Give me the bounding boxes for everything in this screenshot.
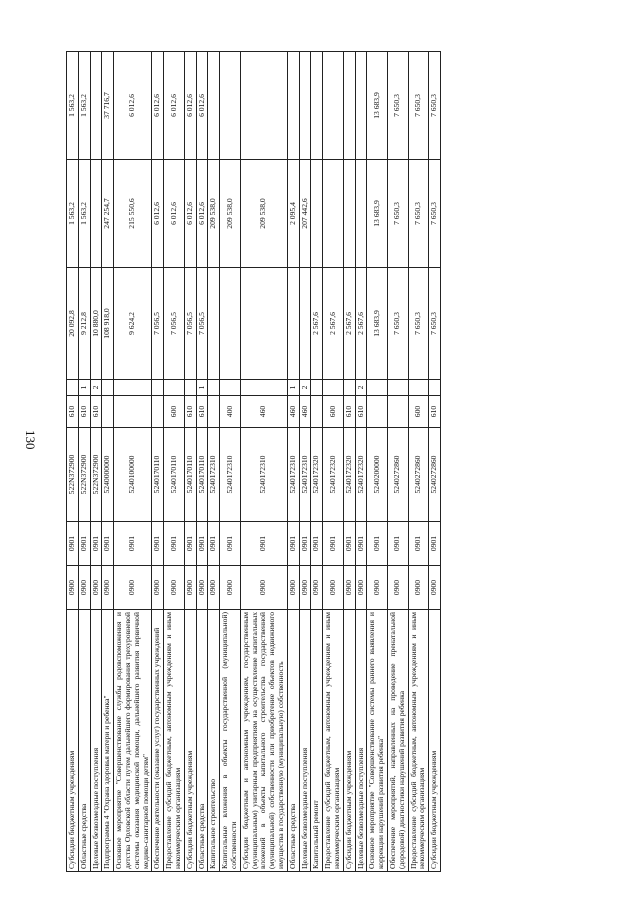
amount-year-1-cell: 7 650,3 [387, 268, 408, 380]
table-row [196, 52, 208, 872]
table-row [78, 52, 90, 872]
amount-year-1-cell: 7 056,5 [184, 268, 196, 380]
row-name-cell: Субсидии бюджетным учреждениям [343, 610, 355, 872]
amount-year-2-cell: 2 095,4 [287, 160, 299, 268]
target-item-code-cell: 5240172310 [208, 428, 220, 522]
table-row [102, 52, 114, 872]
target-item-code-cell: 5240172320 [323, 428, 344, 522]
expense-type-code-cell: 610 [343, 396, 355, 428]
funding-source-code-cell [311, 380, 323, 396]
amount-year-1-cell: 2 567,6 [343, 268, 355, 380]
table-row [299, 52, 311, 872]
table-row [429, 52, 441, 872]
ministry-code-cell: 0900 [220, 566, 241, 610]
table-row [323, 52, 344, 872]
target-item-code-cell: 5240000000 [102, 428, 114, 522]
section-code-cell: 0901 [114, 522, 152, 566]
amount-year-2-cell [355, 160, 367, 268]
section-code-cell: 0901 [78, 522, 90, 566]
ministry-code-cell: 0900 [114, 566, 152, 610]
amount-year-2-cell: 6 012,6 [152, 160, 164, 268]
table-row [208, 52, 220, 872]
table-row [152, 52, 164, 872]
section-code-cell: 0901 [102, 522, 114, 566]
funding-source-code-cell: 1 [287, 380, 299, 396]
funding-source-code-cell: 2 [355, 380, 367, 396]
amount-year-1-cell: 2 567,6 [323, 268, 344, 380]
amount-year-1-cell [287, 268, 299, 380]
expense-type-code-cell: 610 [196, 396, 208, 428]
row-name-cell: Областные средства [287, 610, 299, 872]
amount-year-2-cell [311, 160, 323, 268]
target-item-code-cell: 5240172310 [299, 428, 311, 522]
row-name-cell: Предоставление субсидий бюджетным, автономным учреждениям и иным некоммерческим организациям [323, 610, 344, 872]
section-code-cell: 0901 [67, 522, 79, 566]
section-code-cell: 0901 [343, 522, 355, 566]
amount-year-3-cell: 6 012,6 [184, 52, 196, 160]
amount-year-3-cell: 1 563,2 [78, 52, 90, 160]
row-name-cell: Капитальный ремонт [311, 610, 323, 872]
target-item-code-cell: 522N372900 [78, 428, 90, 522]
expense-type-code-cell: 610 [355, 396, 367, 428]
section-code-cell: 0901 [355, 522, 367, 566]
section-code-cell: 0901 [323, 522, 344, 566]
amount-year-3-cell [299, 52, 311, 160]
row-name-cell: Целевые безвозмездные поступления [355, 610, 367, 872]
amount-year-3-cell [323, 52, 344, 160]
funding-source-code-cell [367, 380, 388, 396]
target-item-code-cell: 5240170110 [184, 428, 196, 522]
row-name-cell: Субсидии бюджетным учреждениям [67, 610, 79, 872]
table-row [355, 52, 367, 872]
amount-year-3-cell: 1 563,2 [67, 52, 79, 160]
expense-type-code-cell [387, 396, 408, 428]
amount-year-2-cell: 6 012,6 [196, 160, 208, 268]
row-name-cell: Целевые безвозмездные поступления [90, 610, 102, 872]
rotated-budget-table-container [66, 52, 602, 872]
expense-type-code-cell [114, 396, 152, 428]
expense-type-code-cell [102, 396, 114, 428]
ministry-code-cell: 0900 [323, 566, 344, 610]
amount-year-1-cell: 9 212,8 [78, 268, 90, 380]
funding-source-code-cell [102, 380, 114, 396]
ministry-code-cell: 0900 [287, 566, 299, 610]
funding-source-code-cell [208, 380, 220, 396]
amount-year-1-cell: 20 092,8 [67, 268, 79, 380]
page-number: 130 [23, 430, 38, 450]
target-item-code-cell: 5240172310 [287, 428, 299, 522]
amount-year-3-cell: 6 012,6 [196, 52, 208, 160]
amount-year-2-cell: 7 650,3 [408, 160, 429, 268]
amount-year-3-cell: 7 650,3 [408, 52, 429, 160]
row-name-cell: Субсидии бюджетным и автономным учреждениям, государственным (муниципальным) унитарным предприятиям на осуществление капитальных вложений в объекты капитального строительства государственной (муниципальной) собственности или приобретение объектов недвижимого имущества в государственную (муниципальную) собственность [240, 610, 287, 872]
row-name-cell: Подпрограмма 4 "Охрана здоровья матери и ребенка" [102, 610, 114, 872]
ministry-code-cell: 0900 [102, 566, 114, 610]
target-item-code-cell: 5240172320 [343, 428, 355, 522]
row-name-cell: Обеспечение деятельности (оказание услуг) государственных учреждений [152, 610, 164, 872]
expense-type-code-cell: 460 [287, 396, 299, 428]
ministry-code-cell: 0900 [184, 566, 196, 610]
amount-year-1-cell: 2 567,6 [311, 268, 323, 380]
table-row [311, 52, 323, 872]
expense-type-code-cell [152, 396, 164, 428]
section-code-cell: 0901 [287, 522, 299, 566]
target-item-code-cell: 522N372900 [90, 428, 102, 522]
ministry-code-cell: 0900 [367, 566, 388, 610]
amount-year-3-cell: 13 683,9 [367, 52, 388, 160]
table-row [240, 52, 287, 872]
funding-source-code-cell [387, 380, 408, 396]
expense-type-code-cell: 400 [220, 396, 241, 428]
expense-type-code-cell: 600 [323, 396, 344, 428]
table-row [287, 52, 299, 872]
amount-year-3-cell [287, 52, 299, 160]
amount-year-1-cell [220, 268, 241, 380]
amount-year-1-cell [240, 268, 287, 380]
amount-year-3-cell [220, 52, 241, 160]
section-code-cell: 0901 [311, 522, 323, 566]
amount-year-2-cell: 209 538,0 [208, 160, 220, 268]
row-name-cell: Областные средства [78, 610, 90, 872]
amount-year-2-cell: 247 254,7 [102, 160, 114, 268]
table-row [387, 52, 408, 872]
table-row [164, 52, 185, 872]
amount-year-2-cell: 6 012,6 [184, 160, 196, 268]
amount-year-1-cell: 2 567,6 [355, 268, 367, 380]
ministry-code-cell: 0900 [152, 566, 164, 610]
table-row [184, 52, 196, 872]
row-name-cell: Капитальные вложения в объекты государственной (муниципальной) собственности [220, 610, 241, 872]
row-name-cell: Целевые безвозмездные поступления [299, 610, 311, 872]
row-name-cell: Основное мероприятие "Совершенствование службы родовспоможения и детства Орловской области путем дальнейшего формирования трехуровневой системы оказания медицинской помощи, дальнейшего развития первичной медико-санитарной помощи детям" [114, 610, 152, 872]
expense-type-code-cell [367, 396, 388, 428]
target-item-code-cell: 5240170110 [196, 428, 208, 522]
target-item-code-cell: 5240200000 [367, 428, 388, 522]
funding-source-code-cell [323, 380, 344, 396]
funding-source-code-cell [220, 380, 241, 396]
amount-year-2-cell: 7 650,3 [429, 160, 441, 268]
amount-year-3-cell [240, 52, 287, 160]
table-row [220, 52, 241, 872]
funding-source-code-cell [240, 380, 287, 396]
target-item-code-cell: 5240100000 [114, 428, 152, 522]
amount-year-3-cell [90, 52, 102, 160]
expense-type-code-cell: 600 [164, 396, 185, 428]
target-item-code-cell: 5240172320 [355, 428, 367, 522]
row-name-cell: Предоставление субсидий бюджетным, автономным учреждениям и иным некоммерческим организациям [408, 610, 429, 872]
table-row [408, 52, 429, 872]
amount-year-2-cell: 1 563,2 [78, 160, 90, 268]
funding-source-code-cell [152, 380, 164, 396]
expense-type-code-cell: 600 [408, 396, 429, 428]
amount-year-3-cell: 7 650,3 [387, 52, 408, 160]
amount-year-3-cell [311, 52, 323, 160]
ministry-code-cell: 0900 [429, 566, 441, 610]
target-item-code-cell: 5240272860 [408, 428, 429, 522]
amount-year-3-cell: 7 650,3 [429, 52, 441, 160]
ministry-code-cell: 0900 [299, 566, 311, 610]
funding-source-code-cell [343, 380, 355, 396]
funding-source-code-cell [67, 380, 79, 396]
row-name-cell: Капитальное строительство [208, 610, 220, 872]
expense-type-code-cell: 610 [78, 396, 90, 428]
funding-source-code-cell: 2 [299, 380, 311, 396]
ministry-code-cell: 0900 [67, 566, 79, 610]
amount-year-3-cell [355, 52, 367, 160]
table-row [90, 52, 102, 872]
ministry-code-cell: 0900 [387, 566, 408, 610]
amount-year-2-cell [323, 160, 344, 268]
amount-year-1-cell: 7 056,5 [196, 268, 208, 380]
expense-type-code-cell: 460 [240, 396, 287, 428]
target-item-code-cell: 522N372900 [67, 428, 79, 522]
expense-type-code-cell [311, 396, 323, 428]
amount-year-3-cell: 6 012,6 [164, 52, 185, 160]
amount-year-1-cell: 7 056,5 [152, 268, 164, 380]
ministry-code-cell: 0900 [90, 566, 102, 610]
funding-source-code-cell: 2 [90, 380, 102, 396]
expense-type-code-cell: 460 [299, 396, 311, 428]
table-row [367, 52, 388, 872]
section-code-cell: 0901 [387, 522, 408, 566]
section-code-cell: 0901 [164, 522, 185, 566]
section-code-cell: 0901 [196, 522, 208, 566]
row-name-cell: Основное мероприятие "Совершенствование системы раннего выявления и коррекции нарушений развития ребенка" [367, 610, 388, 872]
section-code-cell: 0901 [429, 522, 441, 566]
target-item-code-cell: 5240170110 [164, 428, 185, 522]
ministry-code-cell: 0900 [311, 566, 323, 610]
amount-year-2-cell: 7 650,3 [387, 160, 408, 268]
target-item-code-cell: 5240172320 [311, 428, 323, 522]
amount-year-2-cell: 209 538,0 [240, 160, 287, 268]
table-row [67, 52, 79, 872]
amount-year-3-cell [208, 52, 220, 160]
section-code-cell: 0901 [408, 522, 429, 566]
amount-year-3-cell: 6 012,6 [152, 52, 164, 160]
section-code-cell: 0901 [152, 522, 164, 566]
ministry-code-cell: 0900 [240, 566, 287, 610]
target-item-code-cell: 5240172310 [240, 428, 287, 522]
expense-type-code-cell: 610 [90, 396, 102, 428]
amount-year-2-cell: 209 538,0 [220, 160, 241, 268]
row-name-cell: Субсидии бюджетным учреждениям [429, 610, 441, 872]
section-code-cell: 0901 [90, 522, 102, 566]
expense-type-code-cell [208, 396, 220, 428]
target-item-code-cell: 5240170110 [152, 428, 164, 522]
table-row [343, 52, 355, 872]
amount-year-2-cell: 207 442,6 [299, 160, 311, 268]
funding-source-code-cell: 1 [196, 380, 208, 396]
section-code-cell: 0901 [240, 522, 287, 566]
row-name-cell: Субсидии бюджетным учреждениям [184, 610, 196, 872]
funding-source-code-cell [114, 380, 152, 396]
section-code-cell: 0901 [184, 522, 196, 566]
ministry-code-cell: 0900 [408, 566, 429, 610]
amount-year-1-cell: 10 880,0 [90, 268, 102, 380]
funding-source-code-cell [408, 380, 429, 396]
funding-source-code-cell [184, 380, 196, 396]
section-code-cell: 0901 [220, 522, 241, 566]
funding-source-code-cell: 1 [78, 380, 90, 396]
amount-year-3-cell: 37 716,7 [102, 52, 114, 160]
expense-type-code-cell: 610 [67, 396, 79, 428]
amount-year-3-cell: 6 012,6 [114, 52, 152, 160]
ministry-code-cell: 0900 [78, 566, 90, 610]
ministry-code-cell: 0900 [355, 566, 367, 610]
row-name-cell: Областные средства [196, 610, 208, 872]
row-name-cell: Предоставление субсидий бюджетным, автономным учреждениям и иным некоммерческим организациям [164, 610, 185, 872]
amount-year-1-cell: 7 650,3 [408, 268, 429, 380]
budget-table [66, 51, 441, 872]
target-item-code-cell: 5240272860 [387, 428, 408, 522]
amount-year-1-cell: 108 918,0 [102, 268, 114, 380]
amount-year-1-cell [208, 268, 220, 380]
amount-year-2-cell: 13 683,9 [367, 160, 388, 268]
target-item-code-cell: 5240272860 [429, 428, 441, 522]
funding-source-code-cell [429, 380, 441, 396]
amount-year-1-cell [299, 268, 311, 380]
table-row [114, 52, 152, 872]
amount-year-1-cell: 7 056,5 [164, 268, 185, 380]
ministry-code-cell: 0900 [343, 566, 355, 610]
amount-year-1-cell: 7 650,3 [429, 268, 441, 380]
expense-type-code-cell: 610 [429, 396, 441, 428]
amount-year-3-cell [343, 52, 355, 160]
ministry-code-cell: 0900 [208, 566, 220, 610]
amount-year-1-cell: 9 624,2 [114, 268, 152, 380]
amount-year-2-cell: 6 012,6 [164, 160, 185, 268]
section-code-cell: 0901 [367, 522, 388, 566]
funding-source-code-cell [164, 380, 185, 396]
amount-year-2-cell [90, 160, 102, 268]
section-code-cell: 0901 [208, 522, 220, 566]
amount-year-1-cell: 13 683,9 [367, 268, 388, 380]
ministry-code-cell: 0900 [196, 566, 208, 610]
target-item-code-cell: 5240172310 [220, 428, 241, 522]
amount-year-2-cell: 1 563,2 [67, 160, 79, 268]
amount-year-2-cell: 215 550,6 [114, 160, 152, 268]
expense-type-code-cell: 610 [184, 396, 196, 428]
budget-table-body [67, 52, 441, 872]
ministry-code-cell: 0900 [164, 566, 185, 610]
row-name-cell: Обеспечение мероприятий, направленных на проведение пренатальной (дородовой) диагностики нарушений развития ребенка [387, 610, 408, 872]
amount-year-2-cell [343, 160, 355, 268]
section-code-cell: 0901 [299, 522, 311, 566]
